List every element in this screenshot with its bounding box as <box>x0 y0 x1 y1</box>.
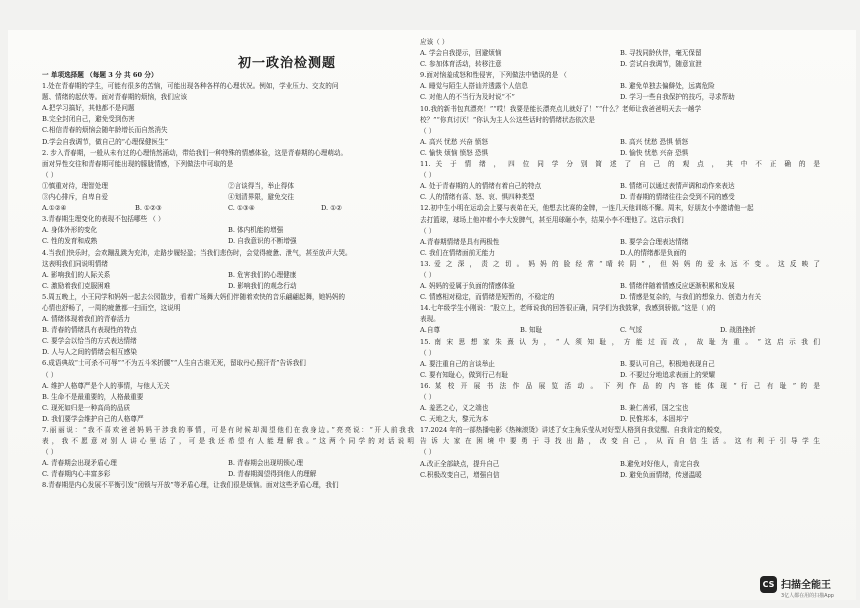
question-line: 这表明我们同说明情绪 <box>42 259 108 268</box>
question-line: 8.青春期是内心发展不平衡引发“闭锁与开放”等矛盾心理，让我们很是烦恼。面对这些矛盾心理，我们 <box>42 481 339 490</box>
option-row <box>42 203 414 214</box>
option-row <box>420 92 820 103</box>
option-text: A. 要注重自己的言谈举止 <box>420 359 495 368</box>
option-row <box>42 458 414 469</box>
question-line: B. 青春的情绪具有表现性的特点 <box>42 326 137 335</box>
option-text: D. 愉快 忧愁 兴奋 恐惧 <box>620 148 689 157</box>
option-row <box>420 359 820 370</box>
option-text: B. 青春期会出现明锁心理 <box>228 459 303 468</box>
option-text: B. 体内机能的增强 <box>228 226 284 235</box>
section-heading: 一 单项选择题 （每题 3 分 共 60 分） <box>42 71 158 79</box>
question-line: 3.青春期生理变化的表现不包括哪些 （ ） <box>42 215 165 224</box>
question-line: 2. 步入青春期，一般从未有过的心理悄然涌动，带给我们一种特殊的情感体验，这是青春期的心理萌动。 <box>42 148 348 157</box>
option-row <box>42 281 414 292</box>
option-text: D. 尝试自我调节，随意宣泄 <box>620 60 702 69</box>
option-text: D.人的情绪都是负面的 <box>620 248 687 257</box>
option-row <box>420 414 820 425</box>
option-text: ①慎重对待，理智处理 <box>42 181 108 190</box>
question-line: 4.当我们快乐时，会欢蹦乱跳为充沛，走路步履轻盈；当我们悲伤时，会觉得疲惫、泄气，甚至放声大哭。 <box>42 248 352 257</box>
option-row <box>420 181 820 192</box>
question-line: 9.面对恼羞成怒和性侵害，下列做法中错误的是 （ <box>420 71 567 80</box>
question-line: 11. 关 于 情 绪 ， 四 位 同 学 分 别 简 述 了 自 己 的 观 点 ， 其 中 不 正 确 的 是 <box>420 160 820 169</box>
question-line: C. 要学会以恰当的方式表达情绪 <box>42 337 137 346</box>
option-text: D. 自我意识的不断增强 <box>228 237 297 246</box>
option-row <box>42 225 414 236</box>
option-text: A. 学会自我提示，回避烦恼 <box>420 49 502 58</box>
option-text: C. 我们在情绪面前无能力 <box>420 248 495 257</box>
option-text: C. 对他人的不当行为及时说“不” <box>420 93 515 102</box>
question-line: 心情也舒畅了，一周的疲惫都一扫而空，这说明 <box>42 303 181 312</box>
option-text: C. 参加体育活动，转移注意 <box>420 60 502 69</box>
option-text: B. 避免单独去偏僻处，远离危险 <box>620 82 715 91</box>
question-line: C.相信青春的烦恼会随年龄增长而自然消失 <box>42 126 168 135</box>
option-row <box>42 469 414 480</box>
question-line: 表现。 <box>420 315 440 324</box>
option-text: A. 妈妈的爱属于负面的情感体验 <box>420 282 515 291</box>
option-row <box>42 270 414 281</box>
option-row <box>42 181 414 192</box>
option-text: C. 性的发育和成熟 <box>42 237 98 246</box>
option-row <box>420 192 820 203</box>
question-line: C. 现死如归是一种高尚的品质 <box>42 403 131 412</box>
option-text: B. 情绪可以通过表情声调和动作来表达 <box>620 182 735 191</box>
question-line: B. 生命不是最重要的，人格最重要 <box>42 392 144 401</box>
question-line: 应该（ ） <box>420 38 449 46</box>
page-title: 初一政治检测题 <box>237 56 336 71</box>
question-line: A. 情绪体现着我们的青春活力 <box>42 315 131 324</box>
option-text: A.自尊 <box>420 326 441 335</box>
left-column <box>42 70 414 492</box>
option-row <box>420 48 820 59</box>
question-line: A.把学习搞好，其他都不是问题 <box>42 104 135 113</box>
question-line: 14.七年级学生小刚说：“股立上，老师说我的回答很正确，同学们为我鼓掌，我感到骄傲。”这是（ )的 <box>420 304 716 313</box>
option-text: D. 战胜挫折 <box>720 326 756 335</box>
question-line: 13. 爱 之 深 ， 责 之 切 。 妈 妈 的 脸 经 常 “ 晴 转 阴 ” ， 但 妈 妈 的 爱 永 远 不 变 。 这 反 映 了 <box>420 259 820 268</box>
option-text: A.改正全部缺点，提升自己 <box>420 459 500 468</box>
option-text: C. 人的情绪有喜、怒、哀、惧四种类型 <box>420 193 535 202</box>
question-line: D. 人与人之间的情绪会相互感染 <box>42 348 137 357</box>
question-line: 10.我的新书包真漂亮！”“哎！我要是能长漂亮点儿就好了！”“什么？老师让我爸爸明天去一趟学 <box>420 104 702 113</box>
scanner-watermark <box>760 572 856 604</box>
option-text: A. 睡觉与陌生人搭讪并透露个人信息 <box>420 82 528 91</box>
option-text: B. 寻找同龄伙伴，毫无保留 <box>620 49 702 58</box>
option-row <box>42 192 414 203</box>
option-row <box>420 292 820 303</box>
option-text: B. 要认可自己，积极地表现自己 <box>620 359 715 368</box>
question-line: （ ） <box>420 448 436 457</box>
option-text: C. 青春期内心丰富多彩 <box>42 470 111 479</box>
question-line: 6.成语典故“士可杀不可辱”“不为五斗米折腰”“人生自古谁无死，留取丹心照汗青”告诉我们 <box>42 359 306 368</box>
option-text: C. 天地之大，黎元为本 <box>420 415 489 424</box>
question-line: （ ） <box>420 226 436 235</box>
question-line: （ ） <box>420 270 436 279</box>
question-line: 1.处在青春期的学生，可能有很多的苦恼，可能出现各种各样的心理状况。例如，学业压力、交友的问 <box>42 82 339 91</box>
watermark-app-name: 扫描全能王 <box>781 580 831 591</box>
option-text: C. 要有知耻心，做到行己有耻 <box>420 370 509 379</box>
question-line: A. 维护人格尊严是个人的事情，与他人无关 <box>42 381 170 390</box>
watermark-tagline: 3亿人都在用的扫描App <box>781 593 834 599</box>
option-text: A.①②④ <box>42 204 67 213</box>
option-text: D. 避免负面情绪，传递温暖 <box>620 470 702 479</box>
option-text: D. 民惟邦本，本固邦宁 <box>620 415 689 424</box>
option-text: D. 青春期渴望得到他人的理解 <box>228 470 317 479</box>
question-line: 告 诉 大 家 在 困 境 中 要 勇 于 寻 找 出 路 ， 改 变 自 己 ， 从 而 自 信 生 活 。 这 有 利 于 引 导 学 生 <box>420 437 820 446</box>
option-text: D. ①② <box>321 204 343 213</box>
option-row <box>420 459 820 470</box>
option-text: B. 危害我们的心理健康 <box>228 270 297 279</box>
option-row <box>420 81 820 92</box>
question-line: （ ） <box>420 171 436 180</box>
option-text: C.积极改变自己，增强自信 <box>420 470 500 479</box>
option-row <box>420 403 820 414</box>
question-line: D. 我们要学会维护自己的人格尊严 <box>42 414 144 423</box>
option-row <box>420 370 820 381</box>
question-line: 题、情绪的起伏等。面对青春期的烦恼，我们应该 <box>42 93 188 102</box>
question-line: B.完全封闭自己，避免受到伤害 <box>42 115 135 124</box>
option-text: A.青春期情绪是具有两极性 <box>420 237 500 246</box>
option-row <box>420 137 820 148</box>
option-text: D. 影响我们的观念行动 <box>228 281 297 290</box>
option-row <box>420 281 820 292</box>
option-text: D. 青春期的情绪往往会受到不同的感受 <box>620 193 735 202</box>
option-row <box>420 148 820 159</box>
option-text: C. ①③④ <box>228 204 255 213</box>
option-text: A. 身体外形的变化 <box>42 226 98 235</box>
question-line: 表，我不愿意对别人讲心里话了，可是我还希望有人能理解我。”这两个同学的对话说明 <box>42 437 414 446</box>
option-text: ④划清界限，避免交往 <box>228 193 294 202</box>
option-text: B. 知耻 <box>520 326 543 335</box>
option-text: C. 情感相对稳定，而情绪是短暂的，不稳定的 <box>420 293 555 302</box>
option-text: B. 要学会合理表达情绪 <box>620 237 689 246</box>
option-text: A. 青春期会出现矛盾心理 <box>42 459 117 468</box>
option-text: B. ①②③ <box>135 204 162 213</box>
option-text: C. 愉快 烦恼 愤怒 恐惧 <box>420 148 489 157</box>
question-line: （ ） <box>420 393 436 401</box>
option-text: B. 高兴 忧愁 恐惧 愤怒 <box>620 137 689 146</box>
option-text: C. 气馁 <box>620 326 643 335</box>
question-line: （ ） <box>42 370 58 379</box>
question-line: 面对异性交往和青春期可能出现的朦胧情感，下列做法中可取的是 <box>42 159 234 168</box>
question-line: 16. 某 校 开 展 书 法 作 品 展 览 活 动 。 下 列 作 品 的 内 容 能 体 现 “ 行 己 有 耻 ” 的 是 <box>420 381 820 390</box>
question-line: 校？”“你真讨厌！”你认为主人公这些话时的情绪状态依次是 <box>420 115 595 124</box>
option-text: B.避免对好他人，肯定自我 <box>620 459 700 468</box>
right-column <box>420 37 820 481</box>
option-row <box>42 236 414 247</box>
question-line: （ ） <box>42 170 58 179</box>
question-line: 15. 南 宋 思 想 家 朱 熹 认 为 ， “ 人 须 知 耻 ， 方 能 过 而 改 ， 故 耻 为 重 。 ” 这 启 示 我 们 <box>420 337 820 346</box>
question-line: 12.初中生小明在运动会上要与表弟在天，他想去比赛的金牌，一连几天他训练不懈。周末，好朋友小李邀请他一起 <box>420 204 754 213</box>
option-text: D. 情感是复杂的，与我们的想象力、创造力有关 <box>620 293 762 302</box>
option-text: ③内心排斥，自卑自爱 <box>42 193 108 202</box>
option-text: C. 激励着我们克服困难 <box>42 281 111 290</box>
option-row <box>420 237 820 248</box>
question-line: 7.丽丽说：“我不喜欢爸爸妈妈干涉我的事情，可是有时候却渴望他们在我身边。”亮亮说：“开人前我我 <box>42 426 414 434</box>
camscanner-logo-icon: CS <box>760 576 777 593</box>
option-row <box>420 325 820 336</box>
option-text: D. 不要过分地追求表面上的荣耀 <box>620 370 715 379</box>
option-row <box>420 248 820 259</box>
question-line: （ ） <box>42 448 58 457</box>
question-line: D.学会自我调节，做自己的“心理保健医生” <box>42 137 168 146</box>
question-line: 去打篮球，球场上他冲着小李大发脾气，甚至用球砸小李，结果小李不理他了。这启示我们 <box>420 215 684 224</box>
option-text: B. 兼仁善邪，国之宝也 <box>620 404 689 413</box>
option-row <box>420 59 820 70</box>
question-line: （ ） <box>420 126 436 135</box>
question-line: 5.周五晚上，小王同学和妈妈一起去公园散步，看着广场舞大妈们伴随着欢快的音乐翩翩起舞，她妈妈的 <box>42 292 346 301</box>
question-line: 17.2024 年的一部热播电影《热辣滚烫》讲述了女主角乐莹从对好型人格到自我觉醒、自我肯定的蜕变， <box>420 426 727 435</box>
option-text: D. 学习一些自我保护的技巧，寻求帮助 <box>620 93 735 102</box>
question-line: （ ） <box>420 348 436 357</box>
option-row <box>420 470 820 481</box>
option-text: A. 影响我们的人际关系 <box>42 270 111 279</box>
option-text: B. 情绪伴随着情感反应逐渐积累和发展 <box>620 282 735 291</box>
option-text: ②言谈得当，举止得体 <box>228 181 294 190</box>
option-text: A. 处于青春期的人的情绪有着自己的特点 <box>420 182 542 191</box>
option-text: A. 羞恶之心，义之端也 <box>420 404 489 413</box>
option-text: A. 高兴 忧愁 兴奋 愤怒 <box>420 137 488 146</box>
